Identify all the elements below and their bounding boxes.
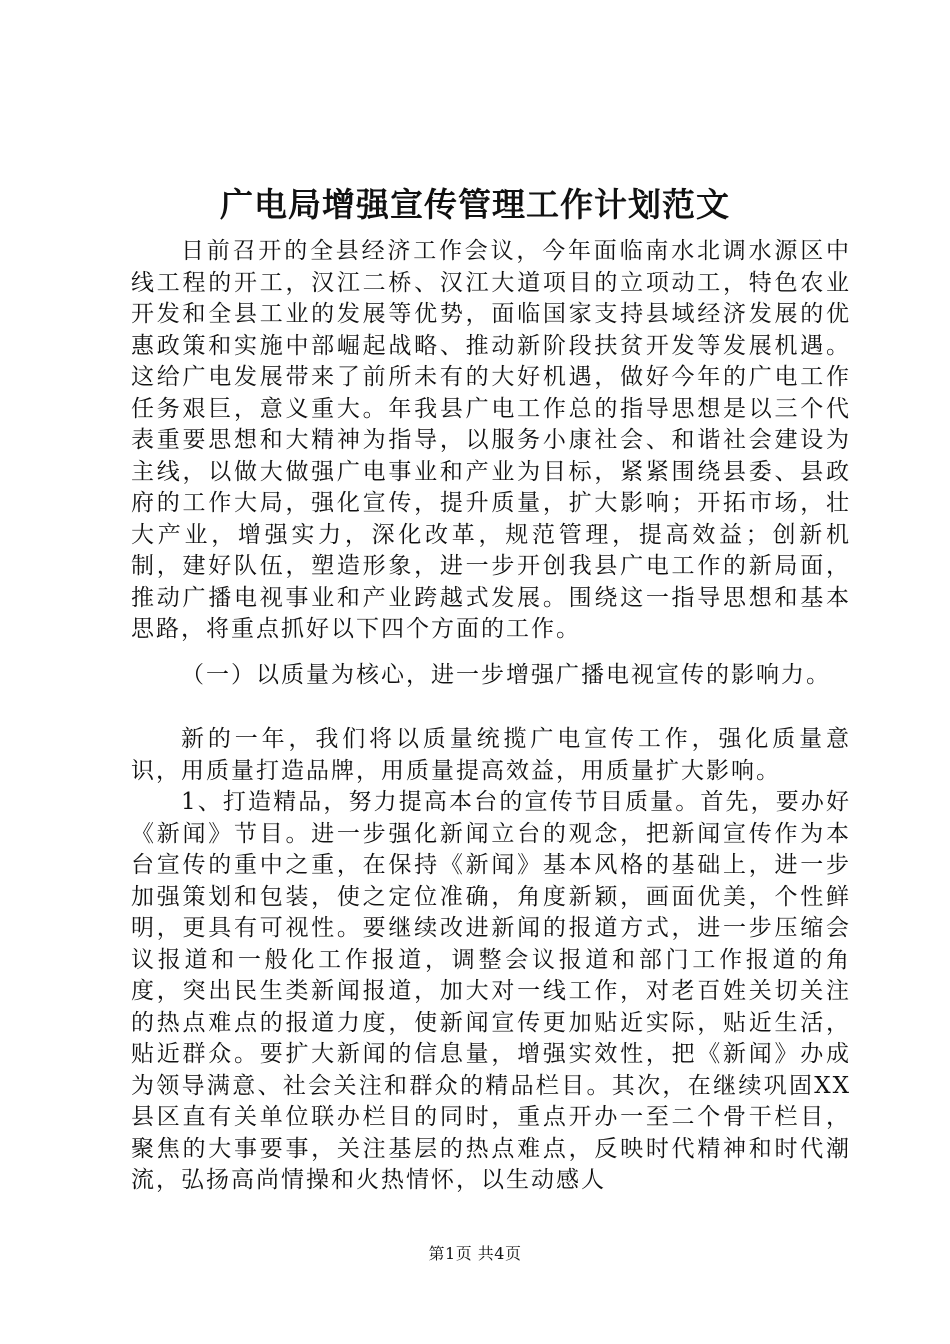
body-block bbox=[131, 724, 851, 1197]
paragraph-quality: 新的一年，我们将以质量统揽广电宣传工作，强化质量意识，用质量打造品牌，用质量提高效益，用质量扩大影响。 bbox=[131, 726, 851, 784]
intro-block bbox=[131, 236, 851, 646]
page-footer: 第1页 共4页 bbox=[428, 1244, 522, 1263]
document-title: 广电局增强宣传管理工作计划范文 bbox=[220, 185, 730, 224]
paragraph-boutique: 1、打造精品，努力提高本台的宣传节目质量。首先，要办好《新闻》节目。进一步强化新闻立台的观念，把新闻宣传作为本台宣传的重中之重，在保持《新闻》基本风格的基础上，进一步加强策划和包装，使之定位准确，角度新颖，画面优美，个性鲜明，更具有可视性。要继续改进新闻的报道方式，进一步压缩会议报道和一般化工作报道，调整会议报道和部门工作报道的角度，突出民生类新闻报道，加大对一线工作，对老百姓关切关注的热点难点的报道力度，使新闻宣传更加贴近实际，贴近生活，贴近群众。要扩大新闻的信息量，增强实效性，把《新闻》办成为领导满意、社会关注和群众的精品栏目。其次，在继续巩固XX县区直有关单位联办栏目的同时，重点开办一至二个骨干栏目，聚焦的大事要事，关注基层的热点难点，反映时代精神和时代潮流，弘扬高尚情操和火热情怀，以生动感人 bbox=[131, 789, 851, 1193]
paragraph-intro: 日前召开的全县经济工作会议，今年面临南水北调水源区中线工程的开工，汉江二桥、汉江大道项目的立项动工，特色农业开发和全县工业的发展等优势，面临国家支持县域经济发展的优惠政策和实施中部崛起战略、推动新阶段扶贫开发等发展机遇。这给广电发展带来了前所未有的大好机遇，做好今年的广电工作任务艰巨，意义重大。年我县广电工作总的指导思想是以三个代表重要思想和大精神为指导，以服务小康社会、和谐社会建设为主线，以做大做强广电事业和产业为目标，紧紧围绕县委、县政府的工作大局，强化宣传，提升质量，扩大影响；开拓市场，壮大产业，增强实力，深化改革，规范管理，提高效益；创新机制，建好队伍，塑造形象，进一步开创我县广电工作的新局面，推动广播电视事业和产业跨越式发展。围绕这一指导思想和基本思路，将重点抓好以下四个方面的工作。 bbox=[131, 238, 851, 642]
section-heading: （一）以质量为核心，进一步增强广播电视宣传的影响力。 bbox=[181, 662, 831, 688]
